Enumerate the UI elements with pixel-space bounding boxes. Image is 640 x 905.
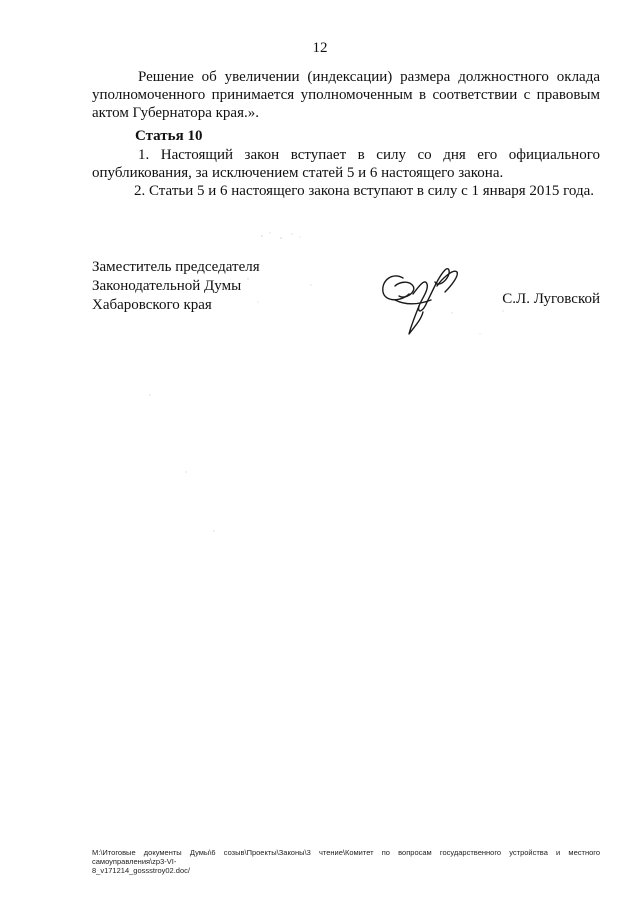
signatory-position: [92, 258, 260, 315]
article-item-1-text: 1. Настоящий закон вступает в силу со дня его официального опубликования, за исключением статей 5 и 6 настоящего закона.: [92, 147, 600, 181]
page-number: 12: [312, 40, 328, 56]
article-item-1: [92, 146, 600, 182]
article-title: Статья 10: [135, 128, 203, 144]
file-path-footer: [92, 848, 600, 875]
position-line: Хабаровского края: [92, 297, 212, 313]
article-item-2: [92, 182, 600, 200]
paragraph-salary-indexation: [92, 68, 600, 122]
signer-name: С.Л. Луговской: [502, 291, 600, 307]
position-line: Заместитель председателя: [92, 259, 260, 275]
position-line: Законодательной Думы: [92, 278, 242, 294]
footer-line: M:\Итоговые документы Думы\6 созыв\Проекты\Законы\3 чтение\Комитет по вопросам государственного устройства и местного самоуправления\zp3-VI-: [92, 848, 600, 866]
handwritten-signature: [375, 256, 465, 338]
paragraph-text: Решение об увеличении (индексации) размера должностного оклада уполномоченного принимается уполномоченным в соответствии с правовым актом Губернатора края.».: [92, 69, 600, 121]
footer-line: 8_v171214_gossstroy02.doc/: [92, 866, 190, 875]
article-item-2-text: 2. Статьи 5 и 6 настоящего закона вступают в силу с 1 января 2015 года.: [134, 183, 595, 199]
